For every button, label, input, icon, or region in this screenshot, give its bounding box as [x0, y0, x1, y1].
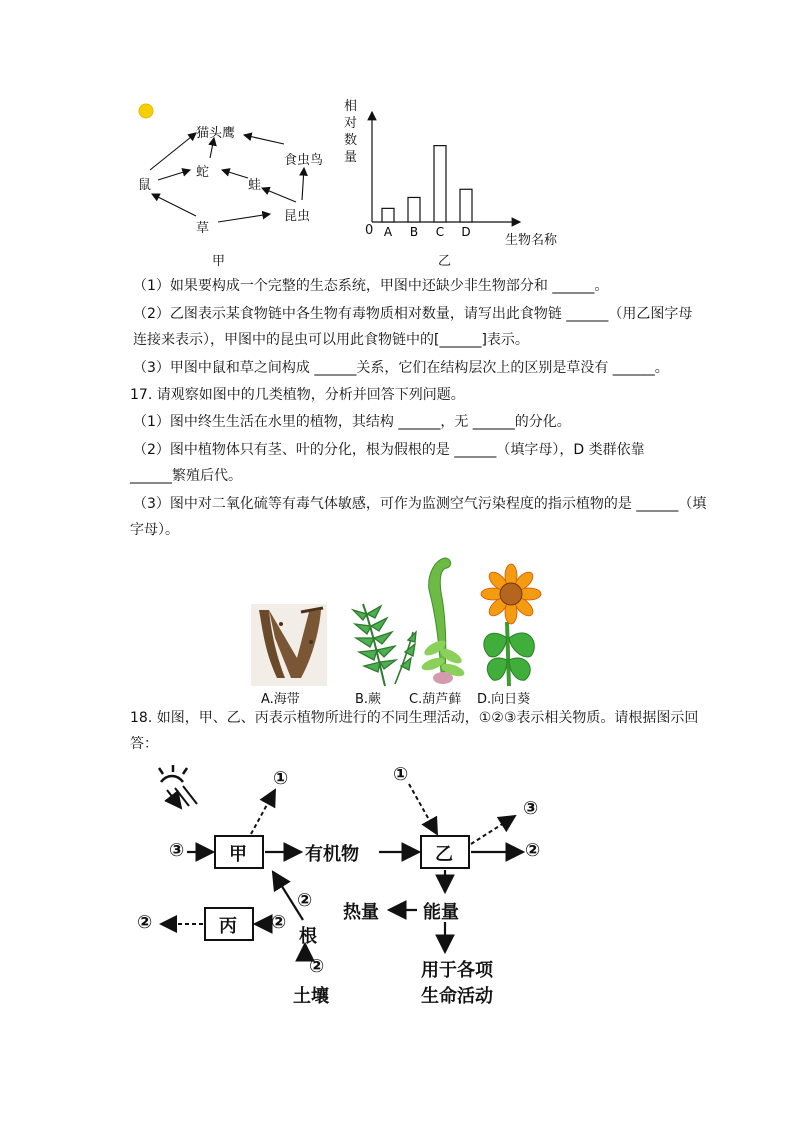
moss-image: [420, 558, 466, 684]
y-axis-label: 相对数量: [344, 99, 358, 165]
box-bing-label: 丙: [219, 916, 237, 937]
energy-label: 能量: [423, 902, 459, 923]
fern-image: [353, 604, 416, 686]
sun-icon: [139, 104, 153, 118]
use-label-a: 用于各项: [421, 960, 493, 981]
organic-matter-label: 有机物: [305, 844, 359, 865]
food-web-figure: [130, 100, 340, 270]
use-label-b: 生命活动: [421, 986, 493, 1007]
bar-D: [460, 189, 472, 222]
bar-chart-figure: [340, 98, 580, 270]
plant-label-d: D.向日葵: [477, 692, 531, 707]
bar-A: [382, 208, 394, 222]
heat-label: 热量: [343, 902, 379, 923]
q17-part1: （1）图中终生生活在水里的植物，其结构 ______，无 ______的分化。: [133, 414, 571, 430]
figure-caption-yi: 乙: [438, 254, 452, 269]
circle-2-root-up: ②: [297, 890, 313, 911]
plant-label-c: C.葫芦藓: [409, 692, 462, 707]
q16-part2b: 连接来表示），甲图中的昆虫可以用此食物链中的[______]表示。: [133, 332, 529, 348]
circle-1-top-left: ①: [273, 768, 289, 789]
q17-title: 17. 请观察如图中的几类植物，分析并回答下列问题。: [130, 387, 465, 403]
node-snake: 蛇: [196, 165, 210, 180]
physiology-diagram: [125, 760, 565, 1010]
tick-label-D: D: [461, 225, 471, 239]
q16-part3: （3）甲图中鼠和草之间构成 ______关系，它们在结构层次上的区别是草没有 ______。: [133, 360, 669, 376]
circle-2-left: ②: [137, 912, 153, 933]
physiology-arrows: [125, 760, 565, 1010]
kelp-image: [251, 604, 327, 686]
figure-caption-jia: 甲: [212, 254, 226, 269]
q17-part2a: （2）图中植物体只有茎、叶的分化，根为假根的是 ______（填字母），D 类群依靠: [133, 442, 645, 458]
circle-3-left: ③: [169, 840, 185, 861]
sunflower-image: [481, 564, 541, 686]
tick-label-B: B: [409, 225, 419, 239]
bar-B: [408, 197, 420, 222]
node-mouse: 鼠: [138, 178, 152, 193]
x-axis-origin: 0: [365, 223, 374, 238]
q16-part2a: （2）乙图表示某食物链中各生物有毒物质相对数量，请写出此食物链 ______（用乙图字母: [133, 306, 693, 322]
soil-label: 土壤: [293, 986, 329, 1007]
q17-part3b: 字母）。: [130, 522, 179, 538]
q17-part3a: （3）图中对二氧化硫等有毒气体敏感，可作为监测空气污染程度的指示植物的是 ______（填: [133, 496, 707, 512]
root-label: 根: [299, 926, 317, 947]
plant-illustrations: [245, 552, 565, 687]
node-insect: 昆虫: [284, 209, 311, 224]
node-owl: 猫头鹰: [196, 126, 236, 141]
q16-part1: （1）如果要构成一个完整的生态系统，甲图中还缺少非生物部分和 ______。: [133, 278, 609, 294]
bar-C: [434, 146, 446, 222]
x-axis-label: 生物名称: [505, 233, 558, 248]
plants-figure: [245, 552, 565, 707]
circle-2-right: ②: [525, 840, 541, 861]
sun-rays-icon: [159, 765, 197, 808]
tick-label-C: C: [435, 225, 445, 239]
box-jia-label: 甲: [229, 844, 247, 865]
box-yi-label: 乙: [435, 844, 453, 865]
node-frog: 蛙: [248, 178, 262, 193]
q18-title-b: 答：: [130, 736, 158, 752]
q18-title-a: 18. 如图，甲、乙、丙表示植物所进行的不同生理活动，①②③表示相关物质。请根据图示回: [130, 710, 699, 726]
circle-3-right: ③: [523, 798, 539, 819]
plant-label-a: A.海带: [261, 692, 300, 707]
q17-part2b: ______繁殖后代。: [130, 468, 242, 484]
node-bird: 食虫鸟: [284, 153, 324, 168]
circle-2-soil: ②: [309, 956, 325, 977]
tick-label-A: A: [383, 225, 393, 239]
node-grass: 草: [196, 221, 210, 236]
circle-1-top-right: ①: [393, 764, 409, 785]
circle-2-root-left: ②: [271, 912, 287, 933]
plant-label-b: B.蕨: [355, 692, 382, 707]
